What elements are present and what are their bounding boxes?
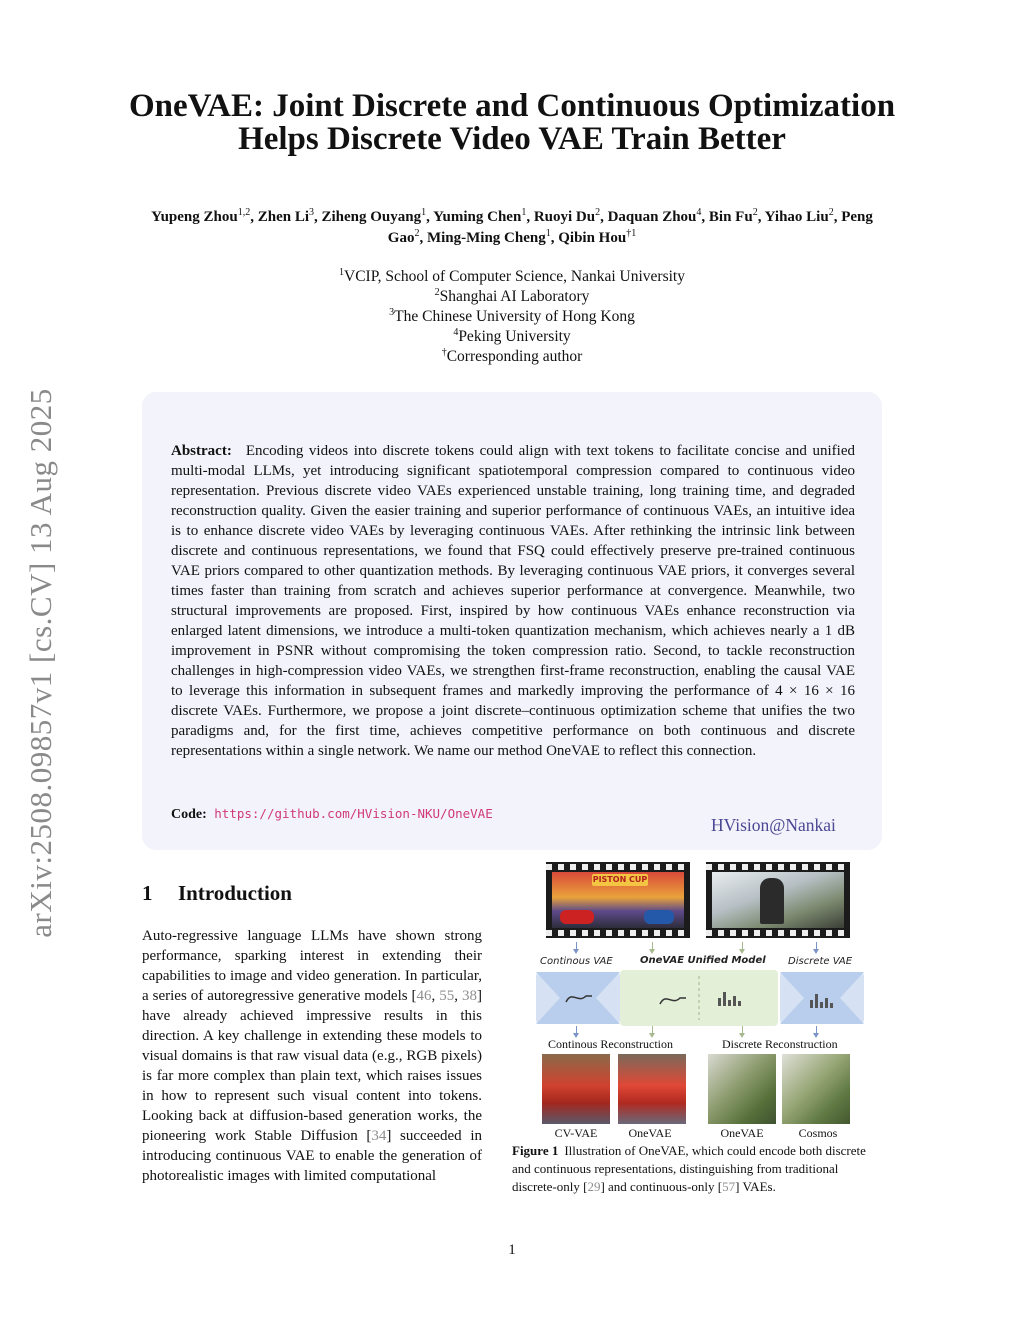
affiliation: $^1$VCIP, School of Computer Science, Nankai University xyxy=(339,266,685,285)
label-continuous-reconstruction: Continous Reconstruction xyxy=(548,1037,673,1051)
code-label: Code: xyxy=(171,807,207,822)
abstract-text: Encoding videos into discrete tokens could align with text tokens to facilitate concise and unified multi-modal LLMs, yet introducing significant spatiotemporal compression compared to continuous video representation. Previous discrete video VAEs experienced unstable training, long training time, and degraded reconstruction quality. Given the easier training and superior performance of continuous VAEs, an intuitive idea is to enhance discrete video VAEs by leveraging continuous VAEs. After rethinking the intrinsic link between discrete and continuous representations, we found that FSQ could effectively preserve pre-trained continuous VAE priors compared to other quantization methods. By leveraging continuous VAE priors, it converges several times faster than training from scratch and achieves superior performance at convergence. Meanwhile, two structural improvements are proposed. First, inspired by how continuous VAEs enhance reconstruction via enlarged latent dimensions, we introduce a multi-token quantization mechanism, which achieves nearly a 1 dB improvement in PSNR without compromising the token compression ratio. Second, to tackle reconstruction challenges in high-compression video VAEs, we strengthen first-frame reconstruction, enabling the causal VAE to leverage this information in subsequent frames and markedly improving the performance of 4 × 16 × 16 discrete VAEs. Furthermore, we propose a joint discrete–continuous optimization scheme that unifies the two paradigms and, for the first time, achieves competitive performance on both continuous and discrete representations within a single network. We name our method OneVAE to reflect this connection. xyxy=(171,443,855,759)
thumb-label: CV-VAE xyxy=(554,1126,598,1140)
affiliation: $^2$Shanghai AI Laboratory xyxy=(434,286,590,305)
label-discrete-reconstruction: Discrete Reconstruction xyxy=(722,1037,838,1051)
label-continuous-vae: Continous VAE xyxy=(540,956,613,967)
citation[interactable]: 55 xyxy=(439,988,455,1004)
continuous-vae-box xyxy=(536,972,620,1024)
affiliation: $^4$Peking University xyxy=(453,326,571,345)
citation[interactable]: 29 xyxy=(587,1179,601,1194)
filmstrip-road xyxy=(706,862,850,938)
thumb-cosmos xyxy=(782,1054,850,1124)
citation[interactable]: 46 xyxy=(416,988,432,1004)
author: Bin Fu$^2$ xyxy=(708,207,758,225)
author: Daquan Zhou$^4$ xyxy=(607,207,702,225)
unified-model-box xyxy=(620,970,778,1026)
thumb-cv-vae xyxy=(542,1054,610,1124)
affiliation: $^3$The Chinese University of Hong Kong xyxy=(389,306,635,325)
abstract xyxy=(171,441,855,761)
lab-tag: HVision@Nankai xyxy=(711,815,836,835)
thumb-label: Cosmos xyxy=(798,1126,838,1140)
section-heading xyxy=(142,881,292,906)
thumb-onevae-disc xyxy=(708,1054,776,1124)
paper-title: OneVAE: Joint Discrete and Continuous Optimization Helps Discrete Video VAE Train Better xyxy=(128,88,896,157)
code-line xyxy=(171,806,493,823)
author: Ming-Ming Cheng$^1$ xyxy=(426,228,551,246)
citation[interactable]: 38 xyxy=(462,988,478,1004)
poster-text: PISTON CUP xyxy=(592,875,648,884)
citation[interactable]: 57 xyxy=(722,1179,736,1194)
intro-paragraph: Auto-regressive language LLMs have shown strong performance, sparking interest in extending their capabilities to image and video generation. In particular, a series of autoregressive generative models [46, 55, 38] have already achieved impressive results in this direction. A key challenge in extending these models to visual domains is that raw visual data (e.g., RGB pixels) is far more complex than plain text, which raises issues in how to represent such visual content into tokens. Looking back at diffusion-based generation works, the pioneering work Stable Diffusion [34] succeeded in introducing continuous VAE to enable the generation of photorealistic images with limited computational xyxy=(142,928,483,1184)
author: Yihao Liu$^2$ xyxy=(764,207,834,225)
thumb-onevae-cont xyxy=(618,1054,686,1124)
page-number: 1 xyxy=(508,1242,516,1258)
filmstrip-cars xyxy=(546,862,690,938)
figure-caption: Figure 1 Illustration of OneVAE, which could encode both discrete and continuous representations, distinguishing from traditional discrete-only [29] and continuous-only [57] VAEs. xyxy=(512,1143,866,1194)
arxiv-stamp: arXiv:2508.09857v1 [cs.CV] 13 Aug 2025 xyxy=(23,388,58,938)
author: Qibin Hou$^{\dagger 1}$ xyxy=(558,228,637,246)
discrete-vae-box xyxy=(780,972,864,1024)
citation[interactable]: 34 xyxy=(371,1128,387,1144)
caption-label: Figure 1 xyxy=(512,1143,559,1158)
unified-icons xyxy=(620,970,778,1026)
abstract-label: Abstract: xyxy=(171,443,232,459)
author-list: Yupeng Zhou$^{1,2}$, Zhen Li$^3$, Ziheng Ouyang$^1$, Yuming Chen$^1$, Ruoyi Du$^2$, Daquan Zhou$^4$, Bin Fu$^2$, Yihao Liu$^2$, Peng Gao$^2$, Ming-Ming Cheng$^1$, Qibin Hou$^{\dagger 1}$ xyxy=(151,207,873,246)
code-link[interactable]: https://github.com/HVision-NKU/OneVAE xyxy=(214,806,493,821)
thumb-label: OneVAE xyxy=(628,1126,672,1140)
histogram-icon xyxy=(780,972,864,1024)
affiliation: †Corresponding author xyxy=(441,346,583,365)
author: Yuming Chen$^1$ xyxy=(433,207,527,225)
author: Ruoyi Du$^2$ xyxy=(533,207,601,225)
affiliations xyxy=(260,267,764,367)
thumb-label: OneVAE xyxy=(720,1126,764,1140)
figure-1 xyxy=(510,858,882,1140)
author: Yupeng Zhou$^{1,2}$ xyxy=(151,207,251,225)
section-title: Introduction xyxy=(178,881,292,905)
author: Ziheng Ouyang$^1$ xyxy=(321,207,427,225)
label-discrete-vae: Discrete VAE xyxy=(788,956,853,967)
author: Peng Gao$^2$ xyxy=(387,209,873,246)
label-unified-model: OneVAE Unified Model xyxy=(640,955,766,966)
section-number: 1 xyxy=(142,881,153,905)
author: Zhen Li$^3$ xyxy=(257,207,314,225)
curve-icon xyxy=(536,972,620,1024)
